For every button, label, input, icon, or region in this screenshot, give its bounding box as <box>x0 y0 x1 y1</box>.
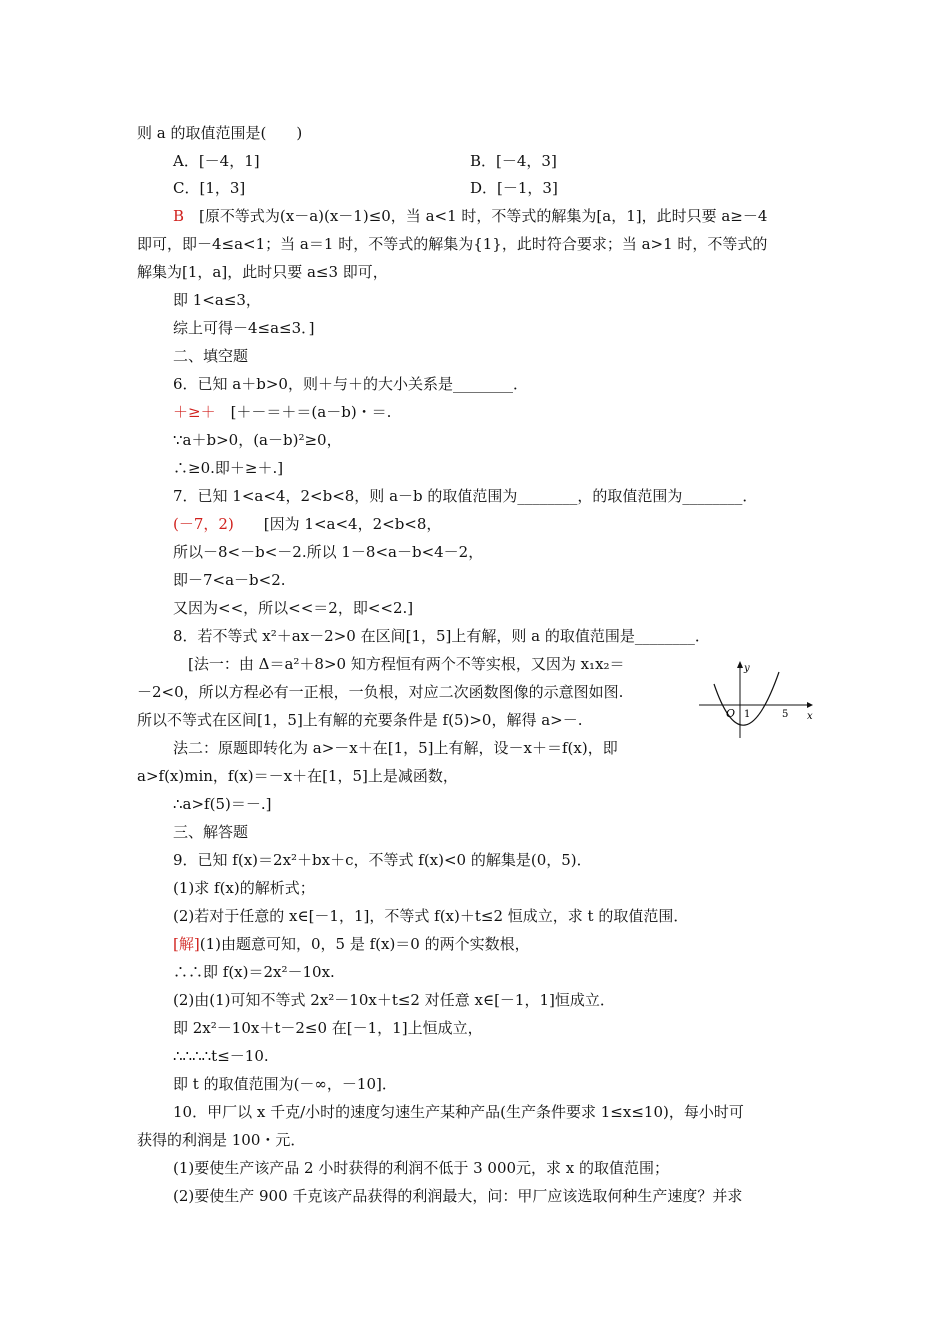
x-axis-arrow <box>807 702 813 708</box>
choice-b: B．[－4，3] <box>470 152 557 170</box>
text-line: (1)求 f(x)的解析式； <box>173 879 315 897</box>
question-line: 8．若不等式 x²＋ax－2>0 在区间[1，5]上有解，则 a 的取值范围是________． <box>173 627 710 645</box>
text-line: 即 1<a≤3， <box>173 291 261 309</box>
text-span: [因为 1<a<4，2<b<8， <box>233 515 442 533</box>
text-line: ∴∴即 f(x)＝2x²－10x. <box>173 963 335 981</box>
answer-line <box>173 934 530 954</box>
tick-label-1: 1 <box>744 709 751 720</box>
text-line: ∵a＋b>0，(a－b)²≥0， <box>173 431 342 449</box>
text-line: 获得的利润是 100・元． <box>137 1131 306 1149</box>
text-span: [＋－＝＋＝(a－b)・＝. <box>215 403 392 421</box>
choice-c: C．[1，3] <box>173 179 246 197</box>
text-line: 解集为[1，a]，此时只要 a≤3 即可， <box>137 263 388 281</box>
text-line: [法一：由 Δ＝a²＋8>0 知方程恒有两个不等实根，又因为 x₁x₂＝ <box>173 655 625 673</box>
choice-d: D．[－1，3] <box>470 179 558 197</box>
choice-a: A．[－4，1] <box>173 152 260 170</box>
question-line: 10．甲厂以 x 千克/小时的速度匀速生产某种产品(生产条件要求 1≤x≤10)，每小时可 <box>173 1103 744 1121</box>
section-heading: 二、填空题 <box>173 347 249 365</box>
answer-line <box>173 206 767 226</box>
text-line: ∴∴∴∴t≤－10. <box>173 1047 269 1065</box>
origin-label: O <box>726 707 736 720</box>
text-line: 则 a 的取值范围是( ) <box>137 124 303 142</box>
text-line: (2)若对于任意的 x∈[－1，1]，不等式 f(x)＋t≤2 恒成立，求 t 的取值范围． <box>173 907 689 925</box>
answer-mark: B <box>173 207 185 225</box>
answer-mark: [解] <box>173 935 200 953</box>
text-line: ∴≥0.即＋≥＋.] <box>173 459 284 477</box>
text-line: 综上可得－4≤a≤3．] <box>173 319 315 337</box>
text-line: 即可，即－4≤a<1；当 a＝1 时，不等式的解集为{1}，此时符合要求；当 a>1 时，不等式的 <box>137 235 768 253</box>
text-line: (2)由(1)可知不等式 2x²－10x＋t≤2 对任意 x∈[－1，1]恒成立． <box>173 991 615 1009</box>
text-line: (1)要使生产该产品 2 小时获得的利润不低于 3 000元，求 x 的取值范围； <box>173 1159 670 1177</box>
text-line: 法二：原题即转化为 a>－x＋在[1，5]上有解，设－x＋＝f(x)，即 <box>173 739 618 757</box>
question-line: 7．已知 1<a<4，2<b<8，则 a－b 的取值范围为________，的取值范围为________． <box>173 487 758 505</box>
y-axis-arrow <box>737 661 743 668</box>
answer-line <box>173 514 441 534</box>
text-line: 又因为<<，所以<<＝2，即<<2.] <box>173 599 414 617</box>
y-axis-label: y <box>744 663 750 674</box>
text-line: ∴a>f(5)＝－.] <box>173 795 272 813</box>
text-span: (1)由题意可知，0，5 是 f(x)＝0 的两个实数根， <box>199 935 530 953</box>
parabola-graph <box>697 660 813 740</box>
text-line: 即 2x²－10x＋t－2≤0 在[－1，1]上恒成立， <box>173 1019 483 1037</box>
text-line: 即－7<a－b<2. <box>173 571 286 589</box>
text-line: 所以－8<－b<－2.所以 1－8<a－b<4－2， <box>173 543 484 561</box>
answer-line <box>173 402 391 422</box>
text-line: －2<0，所以方程必有一正根，一负根，对应二次函数图像的示意图如图. <box>137 683 624 701</box>
text-line: 所以不等式在区间[1，5]上有解的充要条件是 f(5)>0，解得 a>－. <box>137 711 583 729</box>
text-line: a>f(x)min，f(x)＝－x＋在[1，5]上是减函数， <box>137 767 458 785</box>
tick-label-5: 5 <box>782 709 789 720</box>
choice-line <box>173 151 813 171</box>
text-line: (2)要使生产 900 千克该产品获得的利润最大，问：甲厂应该选取何种生产速度？并求 <box>173 1187 743 1205</box>
answer-mark: ＋≥＋ <box>173 403 216 421</box>
answer-mark: (－7，2) <box>173 515 234 533</box>
text-span: [原不等式为(x－a)(x－1)≤0，当 a<1 时，不等式的解集为[a，1]，此时只要 a≥－4 <box>184 207 768 225</box>
x-axis-label: x <box>807 711 813 722</box>
section-heading: 三、解答题 <box>173 823 249 841</box>
question-line: 6．已知 a＋b>0，则＋与＋的大小关系是________． <box>173 375 528 393</box>
text-line: 即 t 的取值范围为(－∞，－10]． <box>173 1075 397 1093</box>
choice-line <box>173 178 813 198</box>
question-line: 9．已知 f(x)＝2x²＋bx＋c，不等式 f(x)<0 的解集是(0，5)． <box>173 851 592 869</box>
